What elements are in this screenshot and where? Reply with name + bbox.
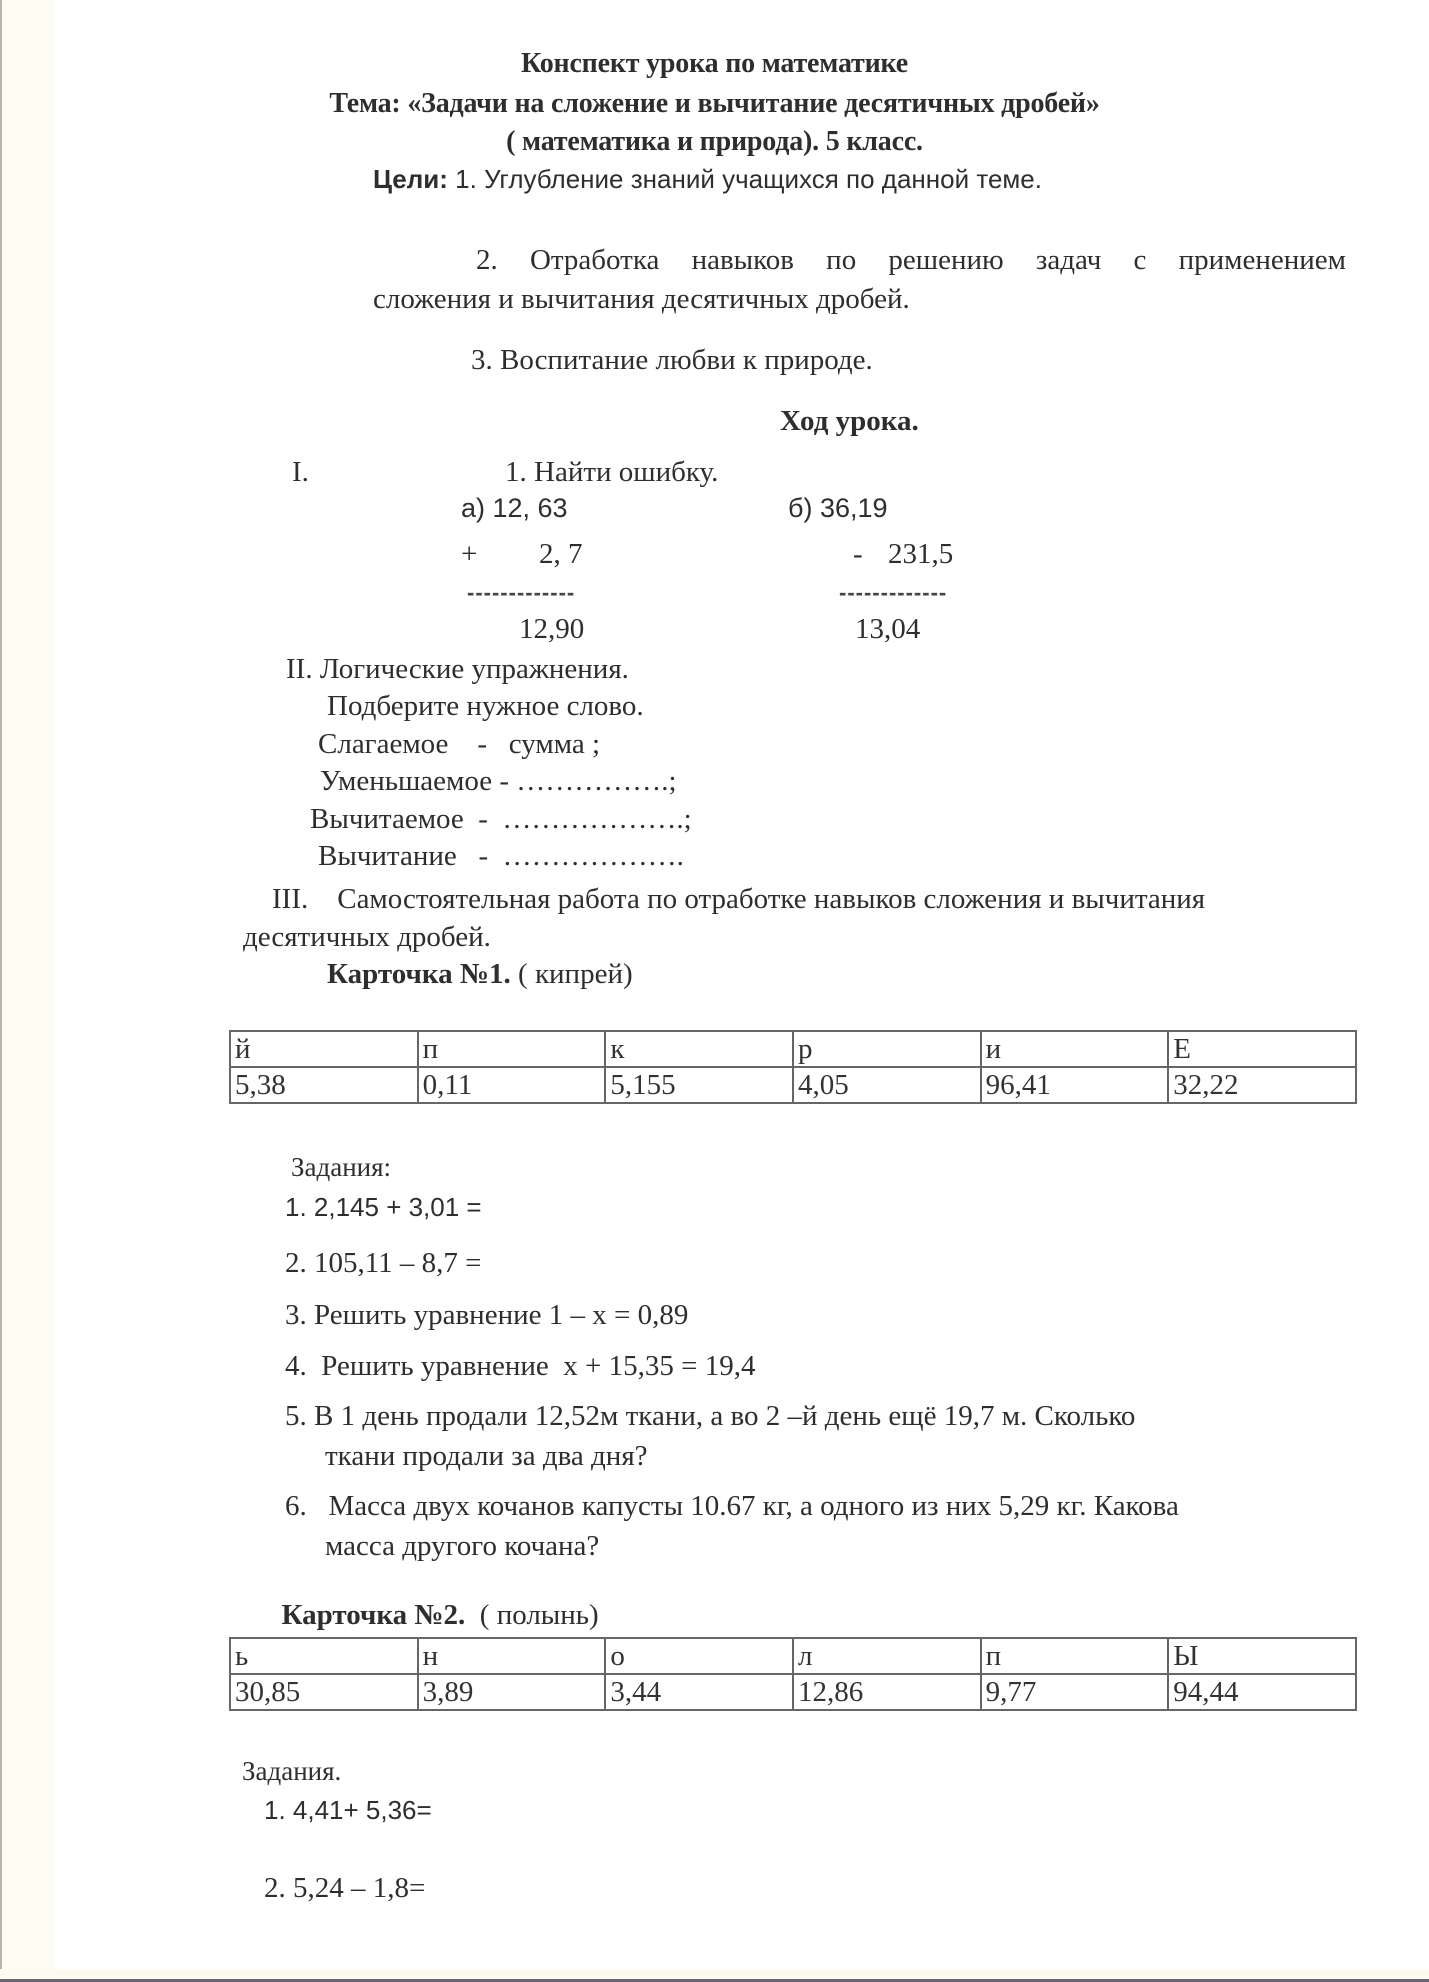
example-b-operator: - xyxy=(853,538,863,570)
goal-item-3: 3. Воспитание любви к природе. xyxy=(471,344,873,376)
lesson-subtitle: ( математика и природа). 5 класс. xyxy=(506,126,923,157)
card-1-task-1: 1. 2,145 + 3,01 = xyxy=(285,1192,482,1222)
scan-left-margin xyxy=(0,0,54,1982)
word-pair-3: Вычитаемое - ……………….; xyxy=(310,803,692,835)
card-1-values-row xyxy=(230,1067,1356,1103)
card-1-letter: п xyxy=(418,1031,606,1067)
section-1-task: 1. Найти ошибку. xyxy=(505,456,719,488)
lesson-topic: Тема: «Задачи на сложение и вычитание десятичных дробей» xyxy=(329,88,1100,119)
card-2-letters-row xyxy=(230,1638,1356,1674)
card-1-value: 4,05 xyxy=(793,1067,981,1103)
card-2-value: 3,44 xyxy=(605,1674,793,1710)
card-1-value: 0,11 xyxy=(418,1067,606,1103)
card-2-tasks-label: Задания. xyxy=(242,1756,342,1786)
card-1-task-2: 2. 105,11 – 8,7 = xyxy=(285,1247,482,1279)
card-1-value: 5,155 xyxy=(605,1067,793,1103)
section-2-title: II. Логические упражнения. xyxy=(286,653,629,685)
example-a-divider: ------------- xyxy=(467,580,576,605)
card-2-letter: Ы xyxy=(1168,1638,1356,1674)
goal-item-2: 2. Отработка навыков по решению задач с применением xyxy=(476,244,1346,276)
card-1-subtitle: ( кипрей) xyxy=(510,958,633,990)
card-2-letter: н xyxy=(418,1638,606,1674)
document-title: Конспект урока по математике xyxy=(521,48,908,79)
card-1-letter: и xyxy=(981,1031,1169,1067)
goals-label: Цели: xyxy=(373,164,448,194)
section-3-line-1: III. Самостоятельная работа по отработке навыков сложения и вычитания xyxy=(272,883,1206,915)
card-1-task-6: 6. Масса двух кочанов капусты 10.67 кг, а одного из них 5,29 кг. Какова xyxy=(285,1490,1179,1522)
card-1-title: Карточка №1. xyxy=(327,958,511,990)
goal-item-2-cont: сложения и вычитания десятичных дробей. xyxy=(373,283,910,315)
card-1-letter: р xyxy=(793,1031,981,1067)
card-2-value: 9,77 xyxy=(981,1674,1169,1710)
card-2-letter: ь xyxy=(230,1638,418,1674)
card-2-letter: л xyxy=(793,1638,981,1674)
section-2-instruction: Подберите нужное слово. xyxy=(327,690,644,722)
card-1-value: 5,38 xyxy=(230,1067,418,1103)
card-1-task-3: 3. Решить уравнение 1 – х = 0,89 xyxy=(285,1299,689,1331)
example-b-divider: ------------- xyxy=(839,580,948,605)
card-1-task-4: 4. Решить уравнение х + 15,35 = 19,4 xyxy=(285,1350,756,1382)
card-1-heading xyxy=(327,958,633,991)
card-2-title: Карточка №2. xyxy=(281,1599,466,1631)
card-1-value: 32,22 xyxy=(1168,1067,1356,1103)
example-a-operator: + xyxy=(461,538,478,570)
word-pair-2: Уменьшаемое - …………….; xyxy=(320,765,677,797)
card-2-heading xyxy=(267,1566,599,1632)
lesson-heading: Ход урока. xyxy=(780,405,919,437)
example-a-result: 12,90 xyxy=(519,613,585,645)
card-2-value: 94,44 xyxy=(1168,1674,1356,1710)
card-2-task-2: 2. 5,24 – 1,8= xyxy=(264,1872,426,1904)
card-1-code-table xyxy=(229,1030,1357,1104)
card-2-task-1: 1. 4,41+ 5,36= xyxy=(264,1795,432,1825)
card-2-code-table xyxy=(229,1637,1357,1711)
goal-item-1: 1. Углубление знаний учащихся по данной теме. xyxy=(455,164,1042,194)
card-1-task-5-cont: ткани продали за два дня? xyxy=(325,1440,648,1472)
card-1-letter: Е xyxy=(1168,1031,1356,1067)
word-pair-4: Вычитание - ………………. xyxy=(318,840,684,872)
card-1-letter: к xyxy=(605,1031,793,1067)
card-2-value: 30,85 xyxy=(230,1674,418,1710)
card-1-letters-row xyxy=(230,1031,1356,1067)
example-a-label: а) 12, 63 xyxy=(461,493,568,523)
section-3-line-2: десятичных дробей. xyxy=(243,921,491,953)
card-2-subtitle: ( полынь) xyxy=(465,1599,599,1631)
card-1-tasks-label: Задания: xyxy=(291,1152,392,1182)
card-2-value: 12,86 xyxy=(793,1674,981,1710)
section-1-numeral: I. xyxy=(292,456,309,488)
word-pair-1: Слагаемое - сумма ; xyxy=(318,728,601,760)
scan-bottom-edge xyxy=(0,1969,1429,1982)
example-b-operand: 231,5 xyxy=(888,538,954,570)
goals-line-1 xyxy=(373,164,1042,195)
card-2-values-row xyxy=(230,1674,1356,1710)
card-1-letter: й xyxy=(230,1031,418,1067)
example-a-operand: 2, 7 xyxy=(539,538,583,570)
card-2-value: 3,89 xyxy=(418,1674,606,1710)
card-1-task-5: 5. В 1 день продали 12,52м ткани, а во 2 –й день ещё 19,7 м. Сколько xyxy=(285,1400,1136,1432)
card-1-task-6-cont: масса другого кочана? xyxy=(325,1530,600,1562)
example-b-label: б) 36,19 xyxy=(788,493,888,523)
card-2-letter: п xyxy=(981,1638,1169,1674)
card-2-letter: о xyxy=(605,1638,793,1674)
card-1-value: 96,41 xyxy=(981,1067,1169,1103)
example-b-result: 13,04 xyxy=(855,613,921,645)
